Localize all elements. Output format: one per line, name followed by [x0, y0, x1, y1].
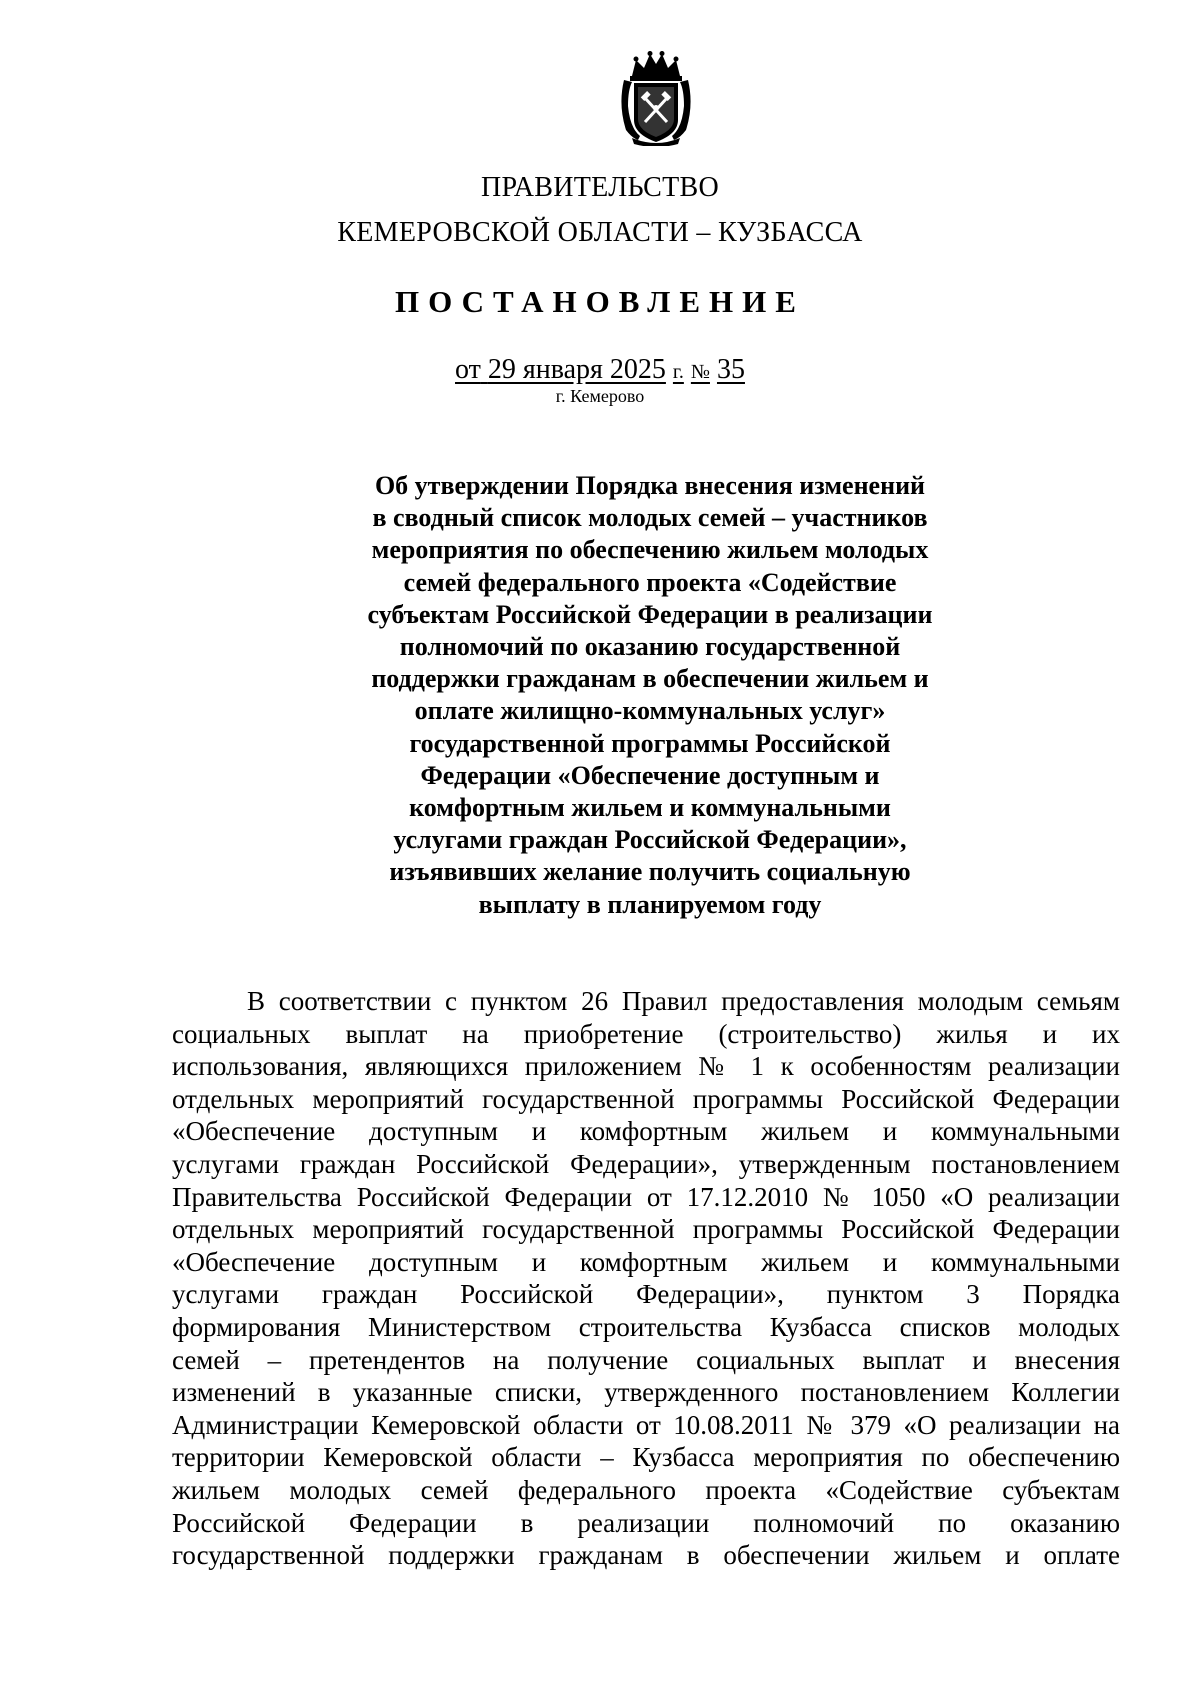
coat-of-arms-icon [618, 50, 694, 146]
title-line: поддержки гражданам в обеспечении жильем и [371, 664, 929, 694]
title-line: Федерации «Обеспечение доступным и [420, 760, 880, 790]
body-line: государственной поддержки гражданам в обеспечении жильем и оплате [172, 1540, 1120, 1571]
body-line: жильем молодых семей федерального проекта «Содействие субъектам [172, 1474, 1120, 1505]
title-line: Об утверждении Порядка внесения изменений [374, 471, 926, 500]
date-prefix: от [455, 354, 481, 385]
body-line: В соответствии с пунктом 26 Правил предоставления молодым семьям [247, 986, 1120, 1016]
document-title [340, 470, 960, 921]
body-line: социальных выплат на приобретение (строительство) жилья и их [172, 1018, 1120, 1049]
body-line: формирования Министерством строительства Кузбасса списков молодых [172, 1311, 1120, 1342]
title-line: семей федерального проекта «Содействие [403, 567, 897, 597]
body-line: изменений в указанные списки, утвержденного постановлением Коллегии [172, 1377, 1120, 1408]
body-line: «Обеспечение доступным и комфортным жильем и коммунальными [172, 1116, 1120, 1147]
title-line: изъявивших желание получить социальную [389, 857, 911, 887]
city: г. Кемерово [555, 386, 645, 406]
year-suffix: г. [672, 361, 684, 383]
title-line: субъектам Российской Федерации в реализации [367, 599, 933, 629]
organization-name-line-2: КЕМЕРОВСКОЙ ОБЛАСТИ – КУЗБАССА [337, 217, 863, 248]
title-line: оплате жилищно-коммунальных услуг» [414, 696, 886, 726]
number-prefix: № [690, 361, 710, 383]
title-line: мероприятия по обеспечению жильем молодых [371, 535, 929, 565]
title-line: комфортным жильем и коммунальными [409, 793, 891, 823]
body-line: использования, являющихся приложением № 1 к особенностям реализации [172, 1051, 1120, 1082]
document-number: 35 [716, 354, 745, 385]
document-type: ПОСТАНОВЛЕНИЕ [395, 284, 805, 319]
body-paragraph [172, 985, 1120, 1572]
body-line: Администрации Кемеровской области от 10.08.2011 № 379 «О реализации на [172, 1409, 1120, 1440]
body-line: Правительства Российской Федерации от 17.12.2010 № 1050 «О реализации [172, 1181, 1120, 1212]
title-line: полномочий по оказанию государственной [399, 632, 901, 662]
body-line: семей – претендентов на получение социальных выплат и внесения [172, 1344, 1120, 1375]
body-line: услугами граждан Российской Федерации», пунктом 3 Порядка [172, 1279, 1120, 1310]
title-line: выплату в планируемом году [478, 889, 822, 919]
body-line: «Обеспечение доступным и комфортным жильем и коммунальными [172, 1246, 1120, 1277]
body-line: отдельных мероприятий государственной программы Российской Федерации [172, 1214, 1120, 1245]
body-line: услугами граждан Российской Федерации», утвержденным постановлением [172, 1148, 1120, 1179]
title-line: государственной программы Российской [409, 728, 891, 758]
body-line: Российской Федерации в реализации полномочий по оказанию [172, 1507, 1120, 1538]
title-line: услугами граждан Российской Федерации», [393, 825, 907, 855]
title-line: в сводный список молодых семей – участников [372, 503, 928, 533]
body-line: отдельных мероприятий государственной программы Российской Федерации [172, 1083, 1120, 1114]
organization-name-line-1: ПРАВИТЕЛЬСТВО [480, 172, 720, 203]
body-line: территории Кемеровской области – Кузбасса мероприятия по обеспечению [172, 1442, 1120, 1473]
document-date: 29 января 2025 [487, 354, 666, 385]
date-number-line [0, 354, 1200, 386]
